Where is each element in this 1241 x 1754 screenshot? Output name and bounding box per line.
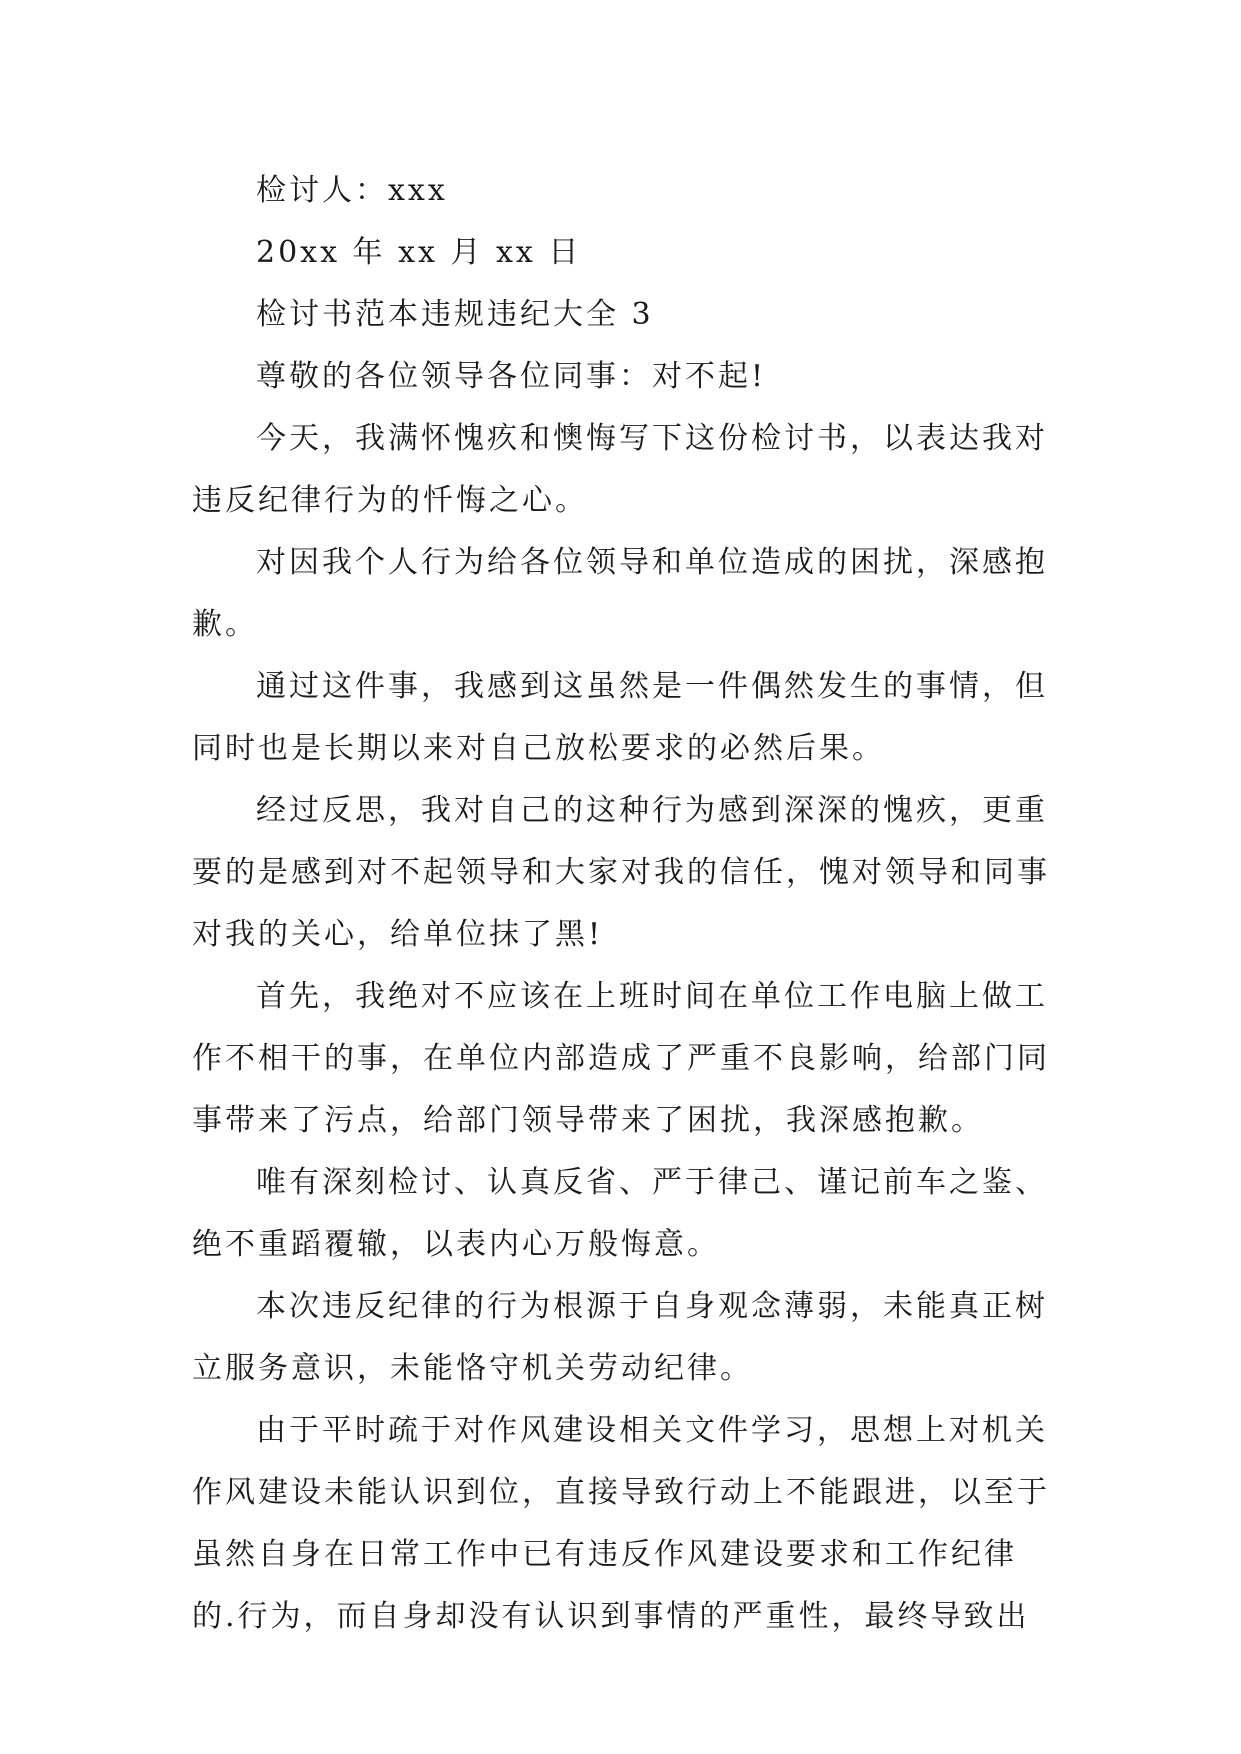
body-line: 对我的关心，给单位抹了黑! [192,917,604,952]
body-line: 同时也是长期以来对自己放松要求的必然后果。 [192,731,885,766]
body-line: 对因我个人行为给各位领导和单位造成的困扰，深感抱 [256,545,1048,580]
body-line: 虽然自身在日常工作中已有违反作风建设要求和工作纪律 [192,1537,1017,1572]
body-line: 本次违反纪律的行为根源于自身观念薄弱，未能真正树 [256,1289,1048,1324]
body-line: 要的是感到对不起领导和大家对我的信任，愧对领导和同事 [192,855,1050,890]
body-line: 唯有深刻检讨、认真反省、严于律己、谨记前车之鉴、 [256,1165,1048,1200]
body-line: 今天，我满怀愧疚和懊悔写下这份检讨书，以表达我对 [256,421,1048,456]
document-heading: 检讨书范本违规违纪大全 3 [256,297,654,332]
body-line: 通过这件事，我感到这虽然是一件偶然发生的事情，但 [256,669,1048,704]
body-line: 歉。 [192,607,258,642]
body-line: 经过反思，我对自己的这种行为感到深深的愧疚，更重 [256,793,1048,828]
salutation: 尊敬的各位领导各位同事：对不起! [256,359,767,394]
body-line: 的.行为，而自身却没有认识到事情的严重性，最终导致出 [192,1599,1030,1634]
body-line: 绝不重蹈覆辙，以表内心万般悔意。 [192,1227,720,1262]
body-line: 作风建设未能认识到位，直接导致行动上不能跟进，以至于 [192,1475,1050,1510]
body-line: 首先，我绝对不应该在上班时间在单位工作电脑上做工 [256,979,1048,1014]
signature-date: 20xx 年 xx 月 xx 日 [256,235,582,270]
body-line: 事带来了污点，给部门领导带来了困扰，我深感抱歉。 [192,1103,984,1138]
body-line: 作不相干的事，在单位内部造成了严重不良影响，给部门同 [192,1041,1050,1076]
body-line: 由于平时疏于对作风建设相关文件学习，思想上对机关 [256,1413,1048,1448]
body-line: 违反纪律行为的忏悔之心。 [192,483,588,518]
document-body [192,160,1050,1648]
body-line: 立服务意识，未能恪守机关劳动纪律。 [192,1351,753,1386]
reviewer-signature: 检讨人：xxx [256,173,448,208]
